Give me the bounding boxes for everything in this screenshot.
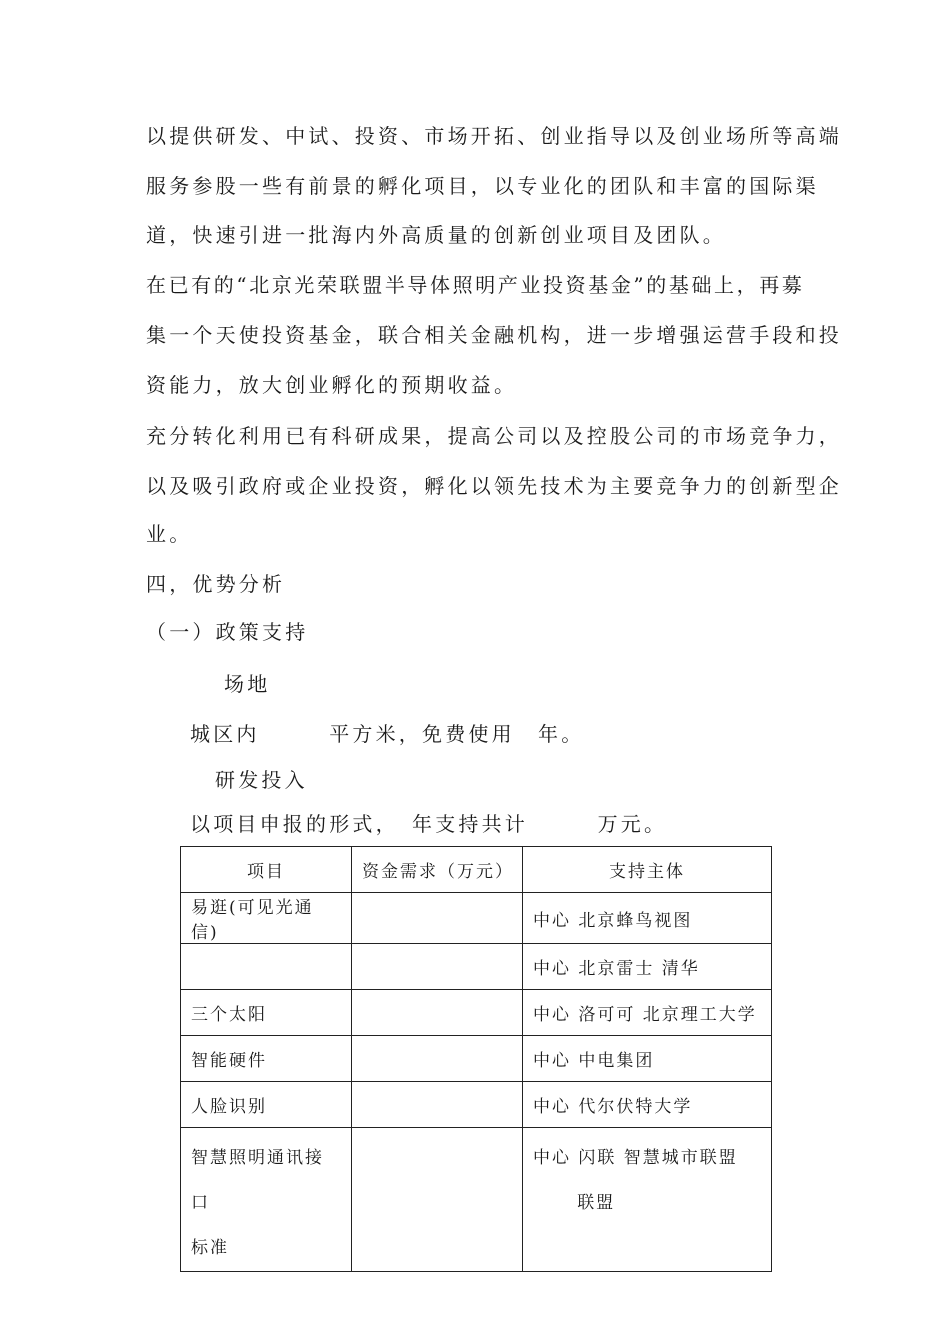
cell-support: 中心 北京蜂鸟视图 xyxy=(523,893,772,944)
cell-funding xyxy=(352,1128,523,1272)
table-row xyxy=(181,944,772,990)
cell-support xyxy=(523,1128,772,1272)
cell-support-line: 联盟 xyxy=(577,1193,616,1213)
table-row xyxy=(181,1036,772,1082)
paragraph-line: 集一个天使投资基金，联合相关金融机构，进一步增强运营手段和投 xyxy=(146,323,842,347)
cell-funding xyxy=(352,1082,523,1128)
cell-project-line: 标准 xyxy=(191,1238,229,1258)
cell-funding xyxy=(352,1036,523,1082)
paragraph-line: 在已有的“北京光荣联盟半导体照明产业投资基金”的基础上，再募 xyxy=(146,273,805,297)
table-row xyxy=(181,1128,772,1272)
paragraph-line: 服务参股一些有前景的孵化项目，以专业化的团队和丰富的国际渠 xyxy=(146,174,819,198)
rd-label: 研发投入 xyxy=(215,768,308,792)
cell-support: 中心 北京雷士 清华 xyxy=(523,944,772,990)
cell-project: 易逛(可见光通信) xyxy=(181,893,352,944)
paragraph-line: 充分转化利用已有科研成果，提高公司以及控股公司的市场竞争力， xyxy=(146,424,842,448)
paragraph-line: 以及吸引政府或企业投资，孵化以领先技术为主要竞争力的创新型企 xyxy=(146,474,842,498)
table-row xyxy=(181,990,772,1036)
header-project: 项目 xyxy=(181,847,352,893)
cell-project: 智能硬件 xyxy=(181,1036,352,1082)
paragraph-line: 资能力，放大创业孵化的预期收益。 xyxy=(146,373,518,397)
subsection-heading: （一）政策支持 xyxy=(146,620,309,644)
cell-project xyxy=(181,944,352,990)
cell-support: 中心 洛可可 北京理工大学 xyxy=(523,990,772,1036)
paragraph-line: 道，快速引进一批海内外高质量的创新创业项目及团队。 xyxy=(146,223,726,247)
table-row xyxy=(181,893,772,944)
cell-support: 中心 代尔伏特大学 xyxy=(523,1082,772,1128)
table-row xyxy=(181,1082,772,1128)
cell-support: 中心 中电集团 xyxy=(523,1036,772,1082)
rd-text: 以项目申报的形式， 年支持共计 万元。 xyxy=(190,812,668,836)
table-header-row xyxy=(181,847,772,893)
cell-support-line: 中心 闪联 智慧城市联盟 xyxy=(533,1148,738,1168)
cell-project xyxy=(181,1128,352,1272)
paragraph-line: 以提供研发、中试、投资、市场开拓、创业指导以及创业场所等高端 xyxy=(146,124,842,148)
cell-funding xyxy=(352,990,523,1036)
site-text: 城区内 平方米，免费使用 年。 xyxy=(190,722,585,746)
support-table xyxy=(180,846,772,1272)
site-label: 场地 xyxy=(224,672,271,696)
section-heading: 四，优势分析 xyxy=(146,572,286,596)
paragraph-line: 业。 xyxy=(146,522,193,546)
header-support: 支持主体 xyxy=(523,847,772,893)
cell-project: 人脸识别 xyxy=(181,1082,352,1128)
cell-project-line: 智慧照明通讯接口 xyxy=(191,1148,324,1213)
cell-funding xyxy=(352,893,523,944)
cell-project: 三个太阳 xyxy=(181,990,352,1036)
cell-funding xyxy=(352,944,523,990)
header-funding: 资金需求（万元） xyxy=(352,847,523,893)
